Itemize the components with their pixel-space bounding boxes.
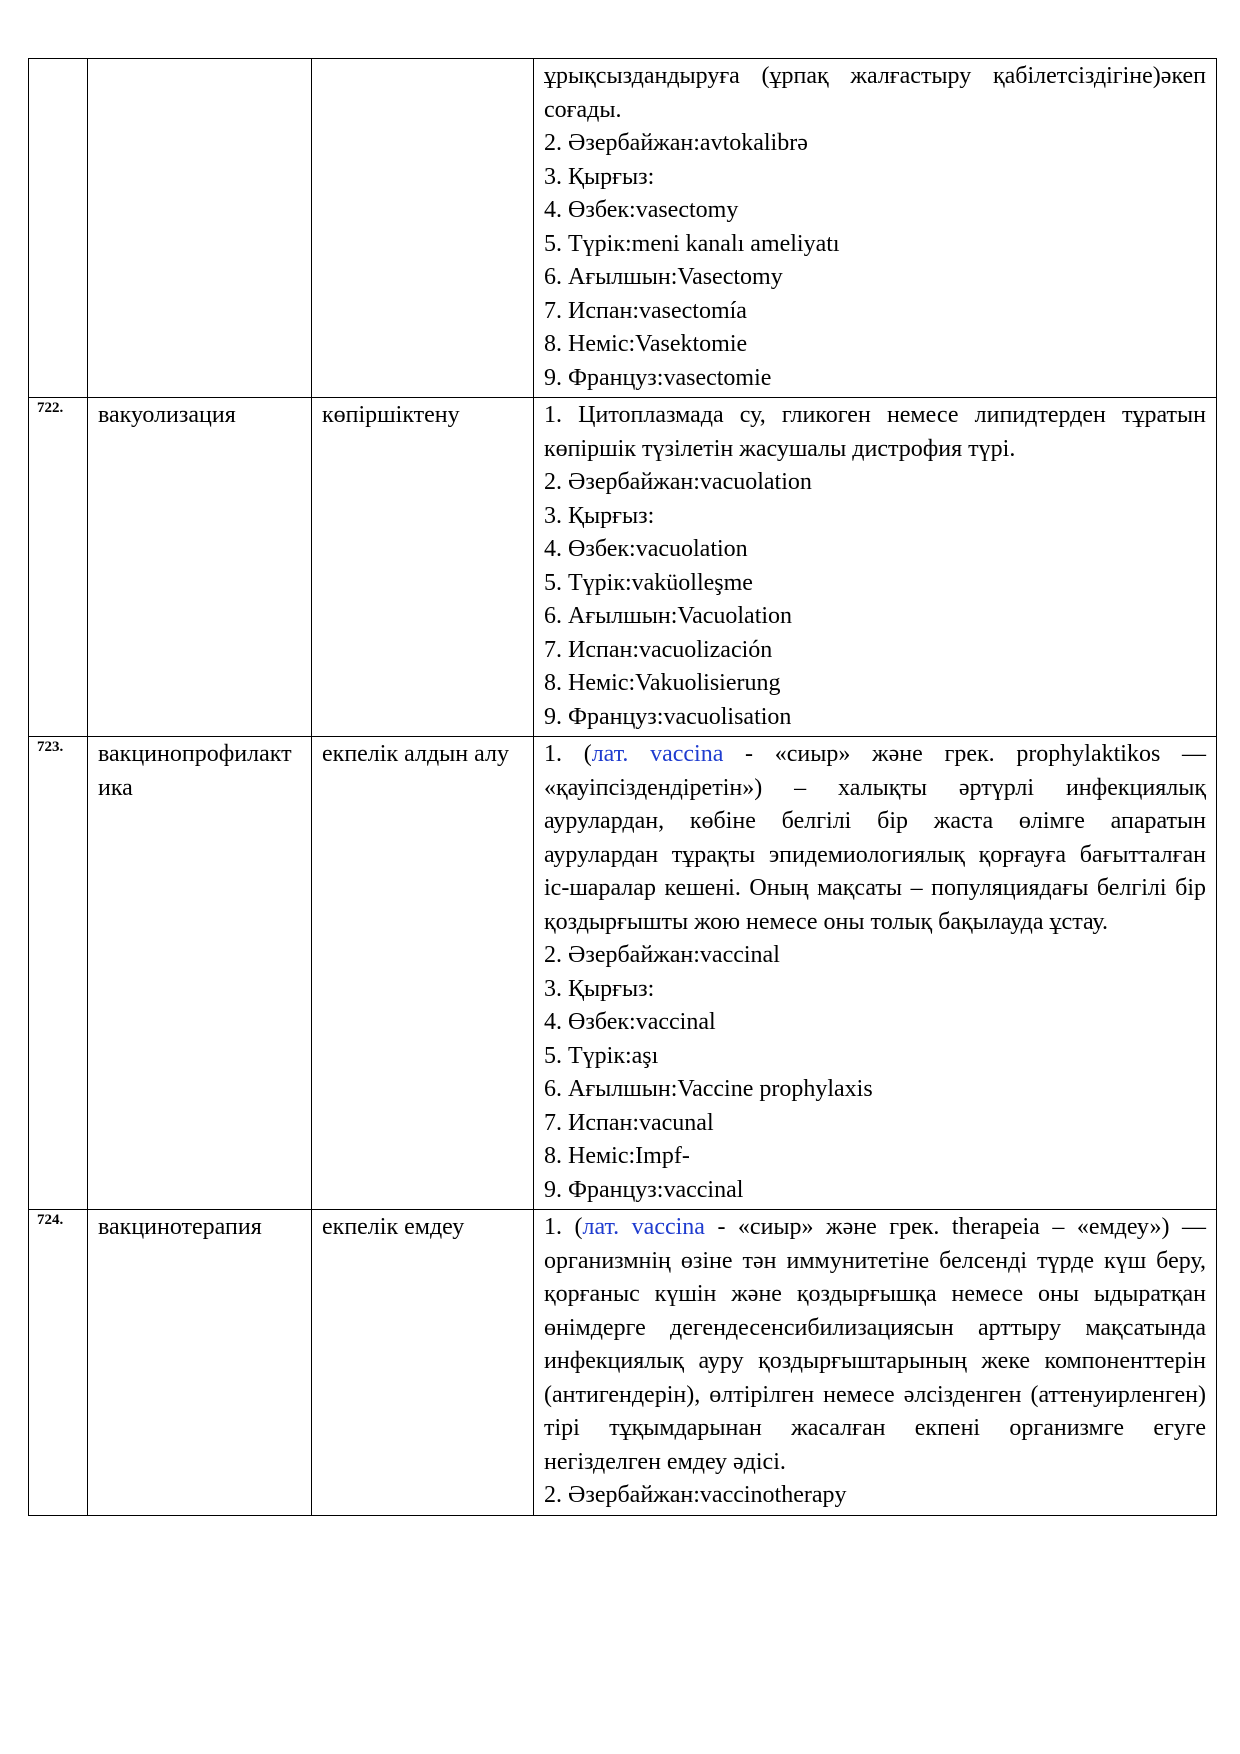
- translation-line: 5. Түрік:aşı: [544, 1042, 659, 1069]
- translation-line: 7. Испан:vacuolización: [544, 636, 773, 663]
- translation-line: 3. Қырғыз:: [544, 502, 655, 529]
- term-kazakh: екпелік алдын алу: [312, 737, 534, 1210]
- term-russian: вакцинотерапия: [88, 1210, 312, 1516]
- entry-number: [29, 59, 88, 398]
- translation-line: 6. Ағылшын:Vasectomy: [544, 264, 783, 290]
- translation-line: 8. Неміс:Impf-: [544, 1143, 690, 1169]
- definition-text: ұрықсыздандыруға (ұрпақ жалғастыру қабілетсіздігіне)әкеп соғады.: [544, 63, 1206, 123]
- translation-line: 3. Қырғыз:: [544, 975, 655, 1002]
- translation-line: 2. Әзербайжан:vaccinotherapy: [544, 1482, 847, 1508]
- term-russian: вакуолизация: [88, 398, 312, 737]
- definition-body: - «сиыр» және грек. therapeia – «емдеу») —организмнің өзіне тән иммунитетіне белсенді түрде күш беру, қорғаныс күшін және қоздырғышқа немесе оны ыдыратқан өнімдерге дегендесенсибилизациясын арттыру мақсатында инфекциялық ауру қоздырғыштарының жеке компоненттерін (антигендерін), өлтірілген немесе әлсізденген (аттенуирленген) тірі тұқымдарынан жасалған екпені организмге егуге негізделген емдеу әдісі.: [544, 1214, 1206, 1475]
- definition-cell: [534, 398, 1217, 737]
- term-kazakh: [312, 59, 534, 398]
- latin-etymology-link[interactable]: лат. vaccina: [591, 741, 724, 767]
- term-russian: [88, 59, 312, 398]
- definition-prefix: 1. (: [544, 741, 592, 767]
- definition-cell: [534, 1210, 1217, 1516]
- translation-line: 7. Испан:vasectomía: [544, 297, 747, 324]
- translation-line: 8. Неміс:Vasektomie: [544, 331, 748, 357]
- table-row: [29, 1210, 1217, 1516]
- translation-line: 7. Испан:vacunal: [544, 1109, 714, 1136]
- definition-prefix: 1. (: [544, 1214, 583, 1240]
- table-row: [29, 398, 1217, 737]
- translation-line: 4. Өзбек:vacuolation: [544, 536, 748, 562]
- entry-number: 723.: [29, 737, 88, 1210]
- entry-number: 722.: [29, 398, 88, 737]
- translation-line: 6. Ағылшын:Vaccine prophylaxis: [544, 1076, 873, 1102]
- translation-line: 9. Француз:vacuolisation: [544, 703, 792, 730]
- translation-line: 2. Әзербайжан:avtokalibrə: [544, 130, 808, 156]
- translation-line: 2. Әзербайжан:vaccinal: [544, 942, 780, 968]
- table-row: [29, 737, 1217, 1210]
- term-kazakh: көпіршіктену: [312, 398, 534, 737]
- definition-cell: [534, 737, 1217, 1210]
- definition-text: [544, 1211, 1206, 1479]
- translation-line: 5. Түрік:vaküolleşme: [544, 569, 753, 596]
- translation-line: 9. Француз:vaccinal: [544, 1176, 744, 1203]
- dictionary-table: [28, 58, 1217, 1516]
- translation-line: 3. Қырғыз:: [544, 163, 655, 190]
- translation-line: 8. Неміс:Vakuolisierung: [544, 670, 781, 696]
- entry-number: 724.: [29, 1210, 88, 1516]
- definition-text: [544, 738, 1206, 939]
- definition-text: 1. Цитоплазмада су, гликоген немесе липидтерден тұратын көпіршік түзілетін жасушалы дистрофия түрі.: [544, 402, 1206, 462]
- translation-line: 5. Түрік:meni kanalı ameliyatı: [544, 230, 840, 257]
- latin-etymology-link[interactable]: лат. vaccina: [582, 1214, 705, 1240]
- translation-line: 6. Ағылшын:Vacuolation: [544, 603, 793, 629]
- translation-line: 4. Өзбек:vaccinal: [544, 1009, 716, 1035]
- translation-line: 4. Өзбек:vasectomy: [544, 197, 739, 223]
- term-russian: вакцинопрофилактика: [88, 737, 312, 1210]
- translation-line: 9. Француз:vasectomie: [544, 364, 772, 391]
- definition-cell: [534, 59, 1217, 398]
- definition-body: - «сиыр» және грек. prophylaktikos — «қауіпсіздендіретін») – халықты әртүрлі инфекциялық аурулардан, көбіне белгілі бір жаста өлімге апаратын аурулардан тұрақты эпидемиологиялық қорғауға бағытталған іс-шаралар кешені. Оның мақсаты – популяциядағы белгілі бір қоздырғышты жою немесе оны толық бақылауда ұстау.: [544, 741, 1206, 935]
- translation-line: 2. Әзербайжан:vacuolation: [544, 469, 812, 495]
- term-kazakh: екпелік емдеу: [312, 1210, 534, 1516]
- table-row: [29, 59, 1217, 398]
